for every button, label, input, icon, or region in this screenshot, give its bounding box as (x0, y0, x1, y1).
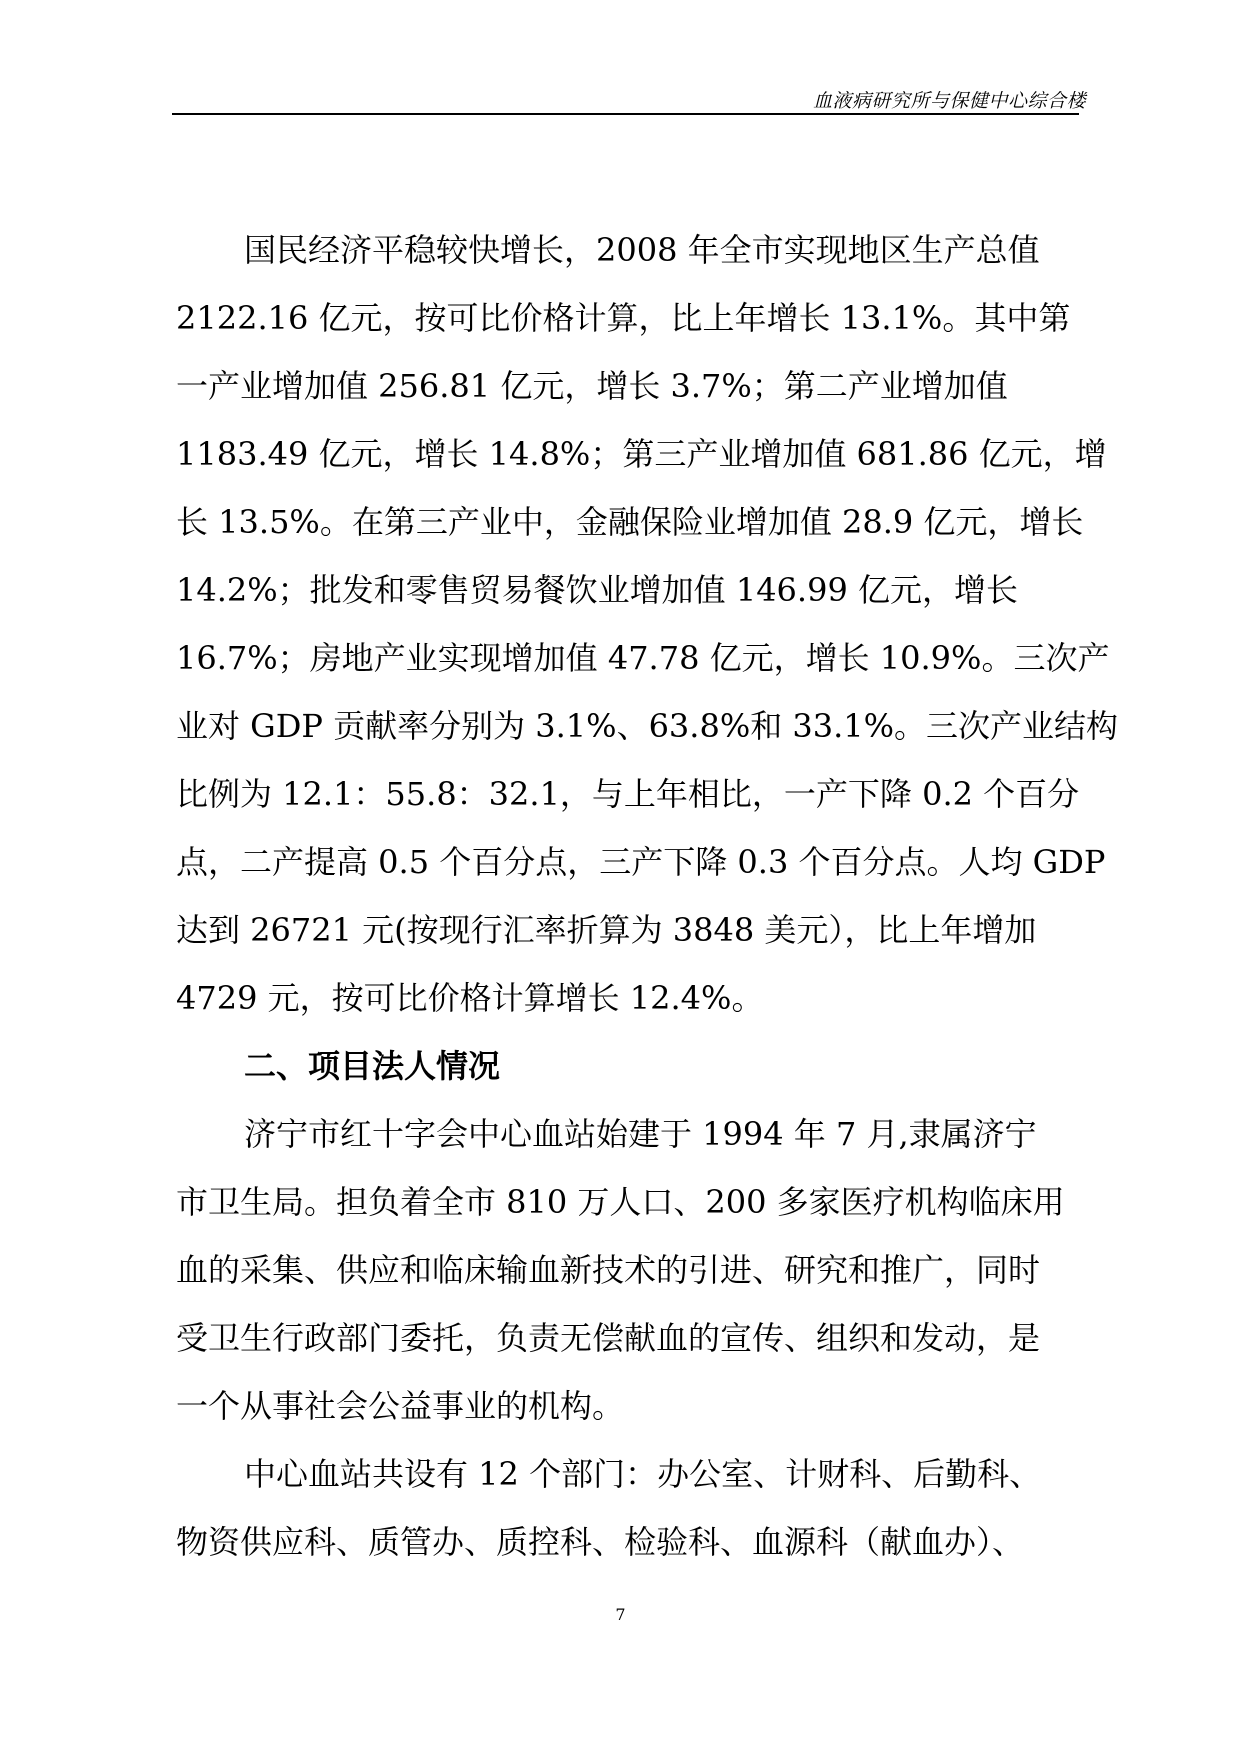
text-line: 长 13.5%。在第三产业中，金融保险业增加值 28.9 亿元，增长 (176, 503, 1084, 541)
text-line: 达到 26721 元(按现行汇率折算为 3848 美元），比上年增加 (176, 911, 1037, 949)
text-line: 一产业增加值 256.81 亿元，增长 3.7%；第二产业增加值 (176, 367, 1008, 405)
page-number: 7 (615, 1605, 626, 1624)
text-line: 国民经济平稳较快增长，2008 年全市实现地区生产总值 (244, 231, 1040, 269)
text-line: 业对 GDP 贡献率分别为 3.1%、63.8%和 33.1%。三次产业结构 (176, 707, 1119, 745)
running-header: 血液病研究所与保健中心综合楼 (812, 90, 1086, 112)
text-line: 16.7%；房地产业实现增加值 47.78 亿元，增长 10.9%。三次产 (176, 639, 1110, 677)
body-text (176, 216, 1119, 1576)
text-line: 市卫生局。担负着全市 810 万人口、200 多家医疗机构临床用 (176, 1183, 1065, 1221)
text-line: 济宁市红十字会中心血站始建于 1994 年 7 月,隶属济宁 (244, 1115, 1037, 1153)
text-line: 受卫生行政部门委托，负责无偿献血的宣传、组织和发动，是 (176, 1319, 1041, 1357)
text-line: 点，二产提高 0.5 个百分点，三产下降 0.3 个百分点。人均 GDP (176, 843, 1106, 881)
text-line: 一个从事社会公益事业的机构。 (176, 1387, 625, 1425)
text-line: 比例为 12.1：55.8：32.1，与上年相比，一产下降 0.2 个百分 (176, 775, 1080, 813)
text-line: 2122.16 亿元，按可比价格计算，比上年增长 13.1%。其中第 (176, 299, 1071, 337)
text-line: 物资供应科、质管办、质控科、检验科、血源科（献血办）、 (176, 1523, 1025, 1561)
header-rule (172, 113, 1079, 115)
text-line: 中心血站共设有 12 个部门：办公室、计财科、后勤科、 (244, 1455, 1042, 1493)
text-line: 14.2%；批发和零售贸易餐饮业增加值 146.99 亿元，增长 (176, 571, 1018, 609)
text-line: 1183.49 亿元，增长 14.8%；第三产业增加值 681.86 亿元，增 (176, 435, 1107, 473)
text-line: 4729 元，按可比价格计算增长 12.4%。 (176, 979, 764, 1017)
text-line: 血的采集、供应和临床输血新技术的引进、研究和推广，同时 (176, 1251, 1041, 1289)
section-heading: 二、项目法人情况 (244, 1047, 501, 1085)
